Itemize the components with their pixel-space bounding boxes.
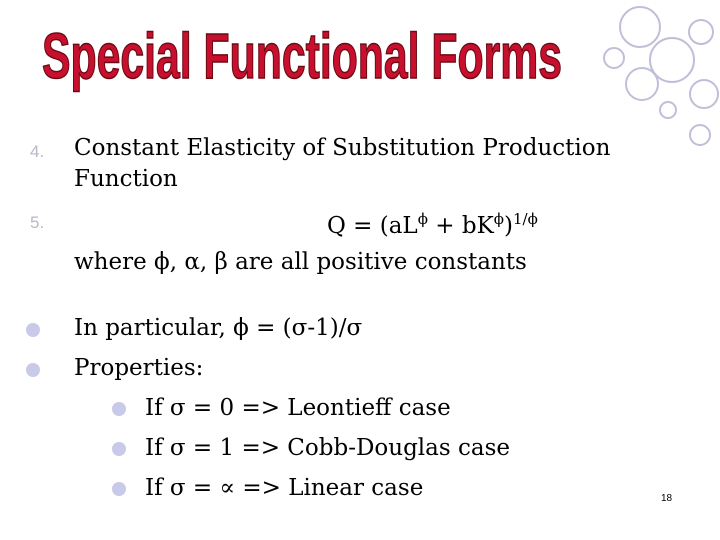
item-4-line-1: Constant Elasticity of Substitution Production — [74, 135, 611, 161]
sub-bullet-cobb-douglas: If σ = 1 => Cobb-Douglas case — [145, 435, 510, 461]
sub-bullet-icon — [112, 482, 126, 496]
deco-circle — [604, 48, 624, 68]
deco-circle — [620, 7, 660, 47]
equation-mid: + bK — [427, 213, 494, 239]
equation-lhs: Q = (aL — [327, 213, 418, 239]
ces-equation — [327, 205, 538, 240]
sub-bullet-icon — [112, 442, 126, 456]
deco-circle — [689, 20, 713, 44]
sub-bullet-icon — [112, 402, 126, 416]
where-line: where ϕ, α, β are all positive constants — [74, 249, 527, 275]
bullet-icon — [26, 363, 40, 377]
bullet-text-particular: In particular, ϕ = (σ-1)/σ — [74, 315, 363, 341]
sub-bullet-leontieff: If σ = 0 => Leontieff case — [145, 395, 451, 421]
equation-exponent-k: ϕ — [493, 210, 504, 228]
list-number-4: 4. — [30, 142, 45, 161]
list-number-5: 5. — [30, 213, 45, 232]
equation-exponent-outer: 1/ϕ — [512, 210, 538, 228]
deco-circle — [690, 125, 710, 145]
bullet-icon — [26, 323, 40, 337]
sub-bullet-linear: If σ = ∝ => Linear case — [145, 475, 424, 501]
deco-circle — [690, 80, 718, 108]
equation-exponent-l: ϕ — [417, 210, 428, 228]
page-number: 18 — [661, 493, 673, 504]
equation-close: ) — [504, 213, 513, 239]
page-title — [22, 10, 582, 108]
item-4-line-2: Function — [74, 166, 178, 192]
bullet-text-properties: Properties: — [74, 355, 204, 381]
deco-circle — [660, 102, 676, 118]
page-title-text: Special Functional Forms — [42, 20, 562, 92]
deco-circle — [626, 68, 658, 100]
